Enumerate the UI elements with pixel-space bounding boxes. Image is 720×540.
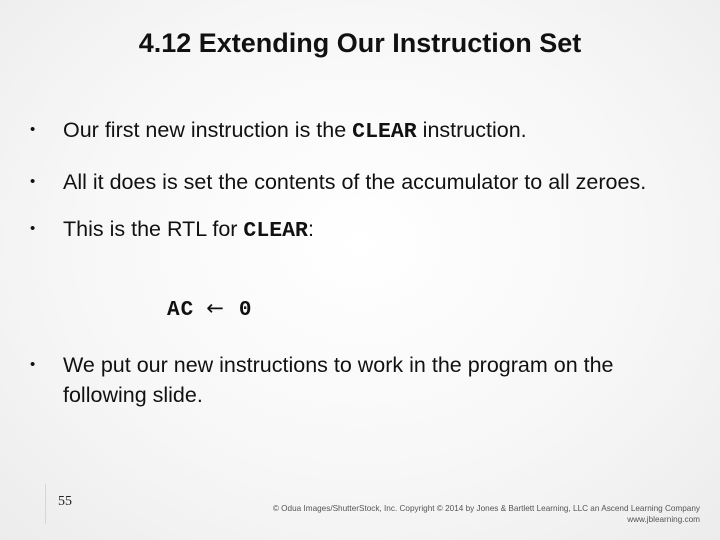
code-clear: CLEAR [352,120,417,144]
bullet-list [30,115,690,246]
copyright-notice [220,503,700,525]
slide-title: 4.12 Extending Our Instruction Set [138,28,582,58]
rtl-register: AC [167,299,195,322]
bullet-list-2 [30,350,690,410]
bullet-text: All it does is set the contents of the accumulator to all zeroes. [63,170,647,194]
copyright-line: © Odua Images/ShutterStock, Inc. Copyright © 2014 by Jones & Bartlett Learning, LLC an Ascend Learning Company [272,504,700,513]
copyright-url: www.jblearning.com [627,515,700,524]
code-clear: CLEAR [243,219,308,243]
left-arrow-icon: ← [206,296,225,320]
bullet-text: instruction. [416,118,527,142]
bullet-dot-icon: • [30,356,36,373]
page-number: 55 [58,494,72,509]
bullet-item-clear-intro [30,115,690,147]
bullet-text: Our first new instruction is the [63,118,353,142]
bullet-text: This is the RTL for [63,217,244,241]
rtl-value: 0 [238,299,253,322]
bullet-dot-icon: • [30,173,36,190]
bullet-text: We put our new instructions to work in the program on the following slide. [63,353,614,407]
bullet-dot-icon: • [30,121,36,138]
bullet-item-rtl-intro [30,214,690,246]
bullet-item-next-slide [30,350,690,410]
rtl-expression [167,296,252,322]
bullet-text: : [307,217,314,241]
bullet-dot-icon: • [30,220,36,237]
bullet-item-clear-description [30,167,690,197]
